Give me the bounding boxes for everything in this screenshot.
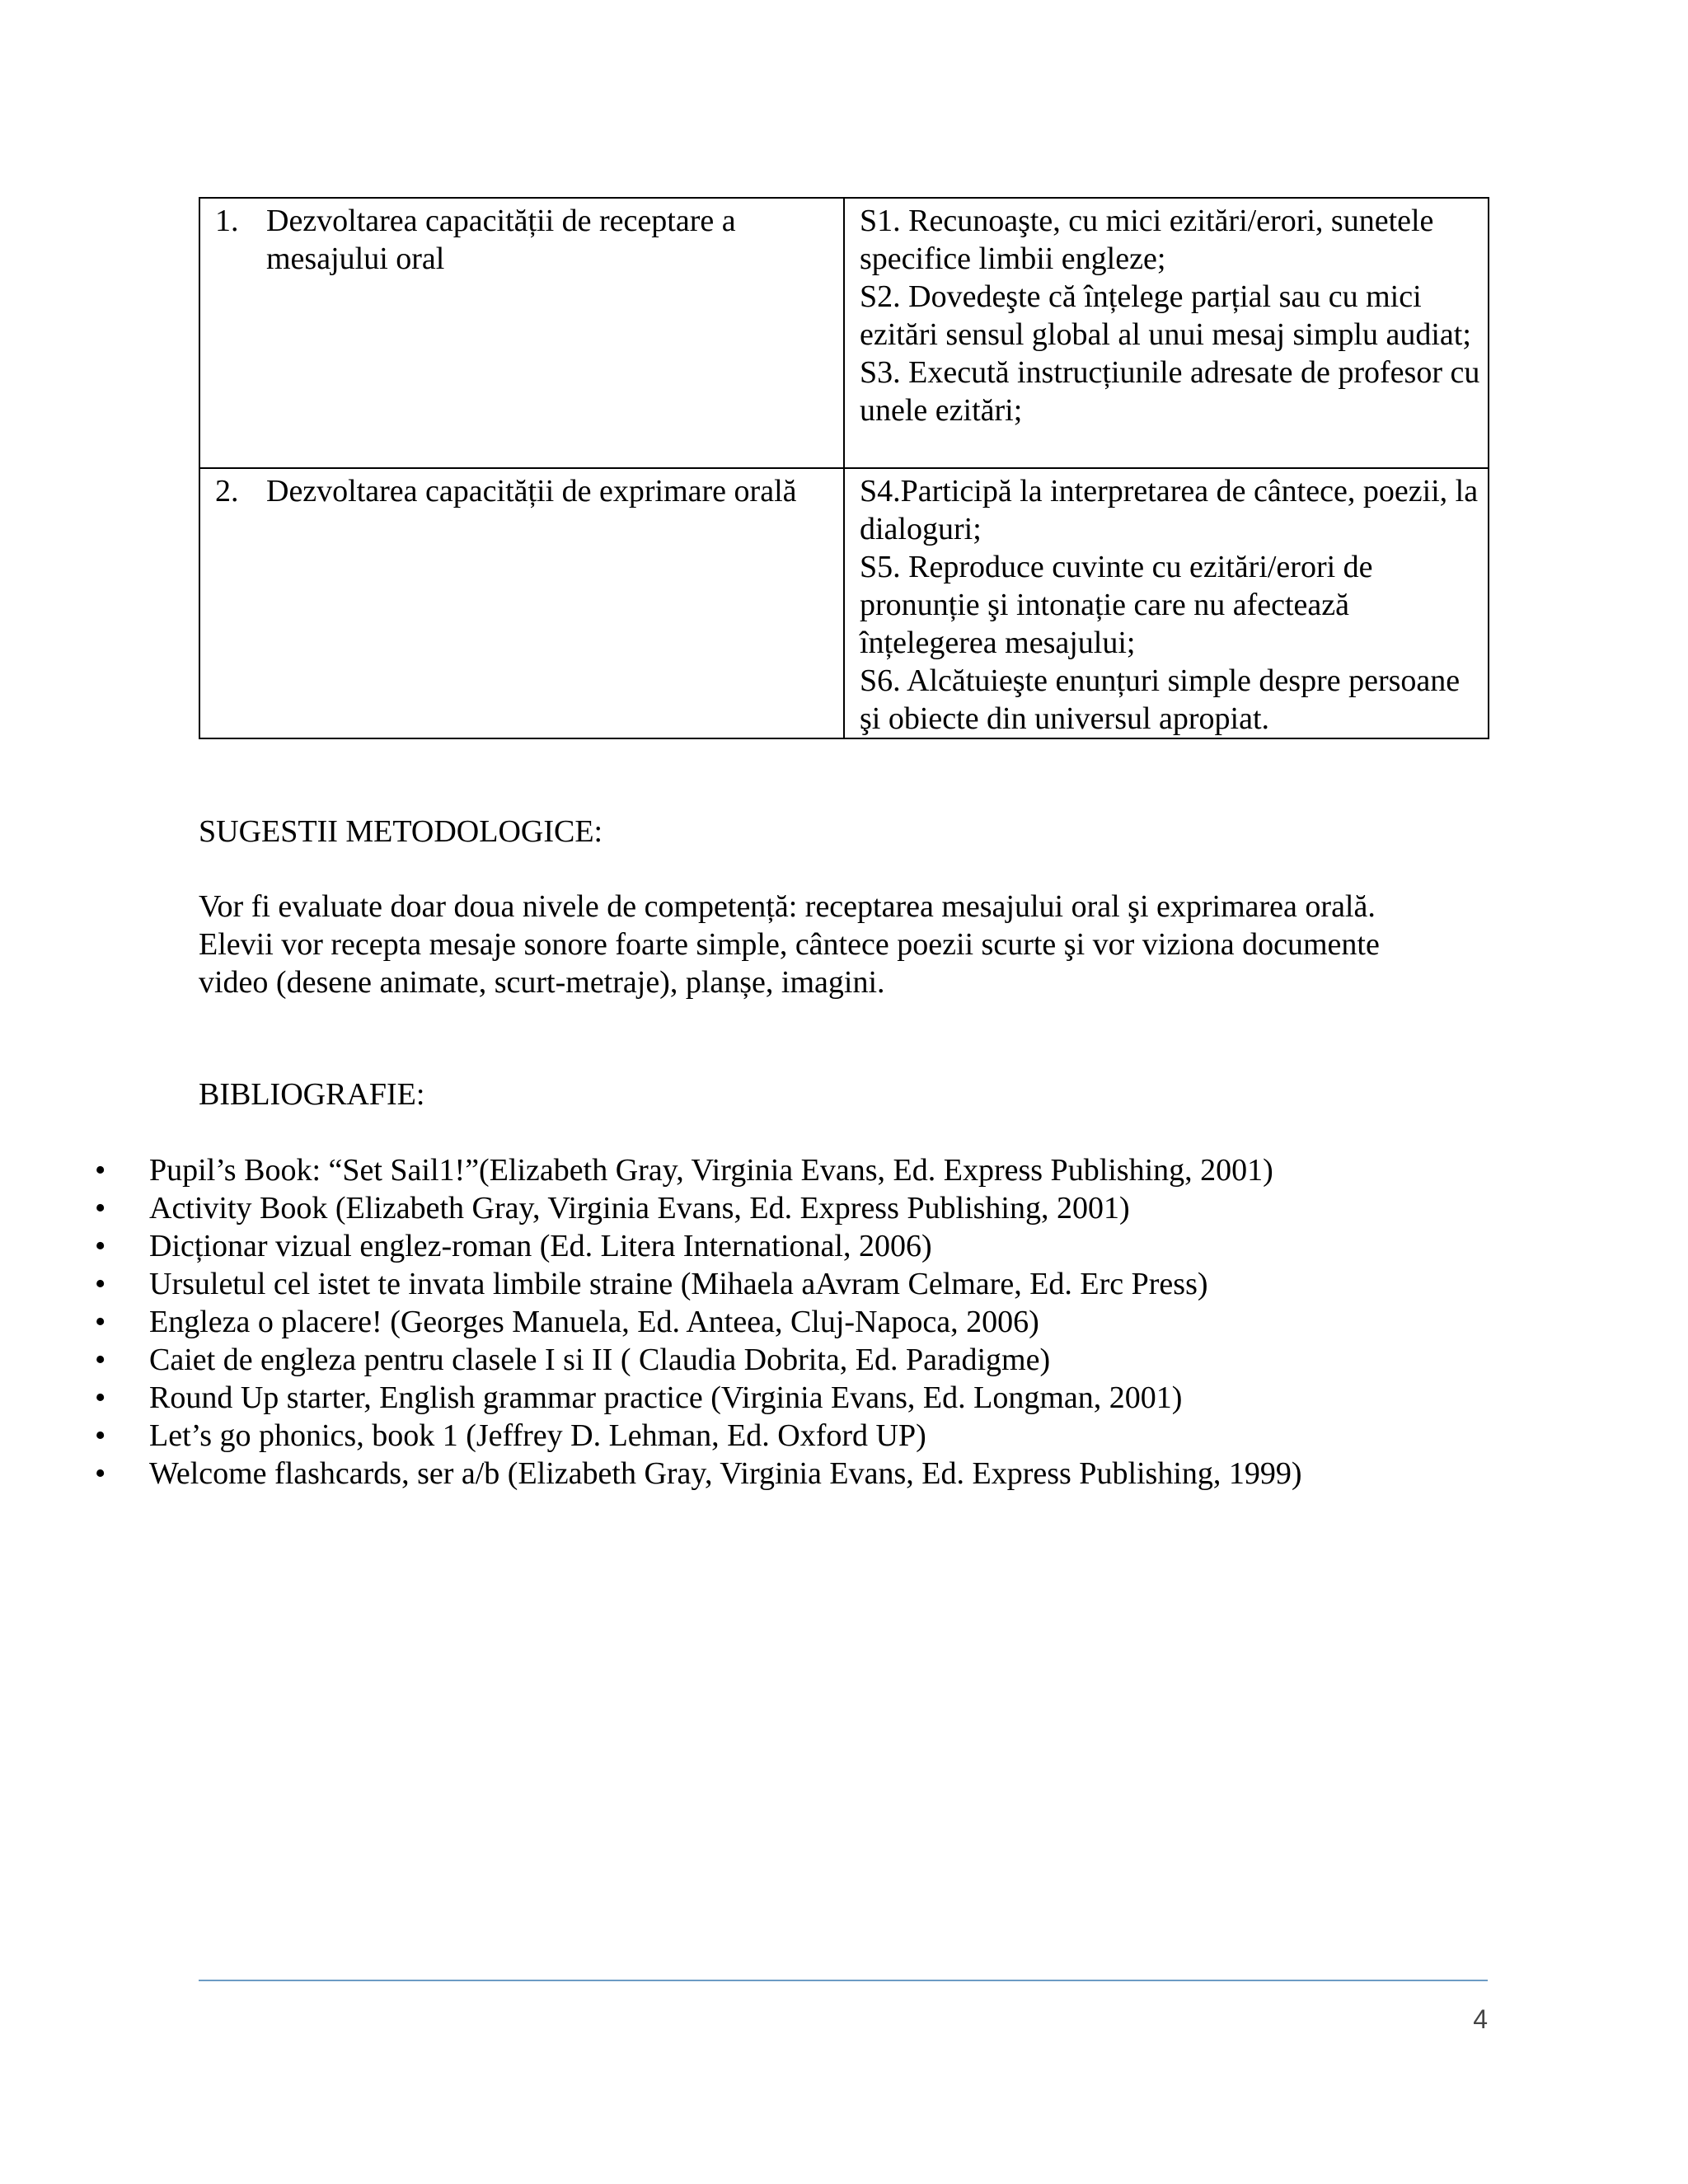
competence-number: 2.: [215, 474, 239, 509]
list-item: [91, 1417, 1302, 1455]
standards-cell: [844, 468, 1489, 738]
methodology-paragraph: [199, 888, 1517, 1001]
bullet-icon: •: [95, 1153, 106, 1188]
bullet-icon: •: [95, 1229, 106, 1263]
bullet-icon: •: [95, 1305, 106, 1339]
competence-text: Dezvoltarea capacității de exprimare orală: [266, 474, 797, 509]
competence-text: Dezvoltarea capacității de receptare a mesajului oral: [266, 204, 736, 276]
list-item: [91, 1303, 1302, 1341]
competence-number: 1.: [215, 204, 239, 238]
table-row: [199, 198, 1489, 468]
list-item: [91, 1189, 1302, 1227]
bullet-icon: •: [95, 1343, 106, 1377]
paragraph-line: Vor fi evaluate doar doua nivele de competență: receptarea mesajului oral şi exprimarea orală.: [199, 889, 1376, 924]
bibliography-entry: Round Up starter, English grammar practice (Virginia Evans, Ed. Longman, 2001): [149, 1380, 1183, 1415]
list-item: [91, 1379, 1302, 1417]
standard-item: S6. Alcătuieşte enunțuri simple despre persoane şi obiecte din universul apropiat.: [860, 663, 1461, 736]
paragraph-line: Elevii vor recepta mesaje sonore foarte simple, cântece poezii scurte şi vor viziona documente: [199, 927, 1380, 962]
paragraph-line: video (desene animate, scurt-metraje), planșe, imagini.: [199, 965, 885, 1000]
standards-cell: [844, 198, 1489, 468]
list-item: [91, 1265, 1302, 1303]
bibliography-entry: Welcome flashcards, ser a/b (Elizabeth Gray, Virginia Evans, Ed. Express Publishing, 1999): [149, 1456, 1302, 1491]
bullet-icon: •: [95, 1267, 106, 1301]
methodology-heading: SUGESTII METODOLOGICE:: [199, 814, 603, 849]
bibliography-entry: Ursuletul cel istet te invata limbile straine (Mihaela aAvram Celmare, Ed. Erc Press): [149, 1267, 1208, 1301]
competence-cell: [199, 468, 844, 738]
competence-cell: [199, 198, 844, 468]
competences-table: [199, 197, 1489, 739]
bibliography-entry: Activity Book (Elizabeth Gray, Virginia Evans, Ed. Express Publishing, 2001): [149, 1191, 1130, 1226]
list-item: [91, 1341, 1302, 1379]
list-item: [91, 1227, 1302, 1265]
bibliography-entry: Dicționar vizual englez-roman (Ed. Litera International, 2006): [149, 1229, 932, 1263]
bullet-icon: •: [95, 1191, 106, 1226]
list-item: [91, 1455, 1302, 1493]
standard-item: S2. Dovedeşte că înțelege parțial sau cu mici ezitări sensul global al unui mesaj simplu audiat;: [860, 279, 1471, 352]
footer-divider: [199, 1980, 1488, 1981]
bibliography-entry: Let’s go phonics, book 1 (Jeffrey D. Lehman, Ed. Oxford UP): [149, 1418, 926, 1453]
bullet-icon: •: [95, 1418, 106, 1453]
bibliography-list: [91, 1151, 1302, 1493]
standard-item: S3. Execută instrucțiunile adresate de profesor cu unele ezitări;: [860, 355, 1480, 428]
page-number: 4: [1473, 2004, 1488, 2034]
bullet-icon: •: [95, 1456, 106, 1491]
bullet-icon: •: [95, 1380, 106, 1415]
table-row: [199, 468, 1489, 738]
standard-item: S5. Reproduce cuvinte cu ezitări/erori de pronunție şi intonație care nu afectează înțelegerea mesajului;: [860, 550, 1373, 660]
bibliography-entry: Caiet de engleza pentru clasele I si II ( Claudia Dobrita, Ed. Paradigme): [149, 1343, 1051, 1377]
bibliography-heading: BIBLIOGRAFIE:: [199, 1077, 425, 1112]
bibliography-entry: Pupil’s Book: “Set Sail1!”(Elizabeth Gray, Virginia Evans, Ed. Express Publishing, 2001): [149, 1153, 1273, 1188]
standard-item: S1. Recunoaşte, cu mici ezitări/erori, sunetele specifice limbii engleze;: [860, 204, 1434, 276]
list-item: [91, 1151, 1302, 1189]
standard-item: S4.Participă la interpretarea de cântece, poezii, la dialoguri;: [860, 474, 1479, 546]
bibliography-entry: Engleza o placere! (Georges Manuela, Ed. Anteea, Cluj-Napoca, 2006): [149, 1305, 1039, 1339]
